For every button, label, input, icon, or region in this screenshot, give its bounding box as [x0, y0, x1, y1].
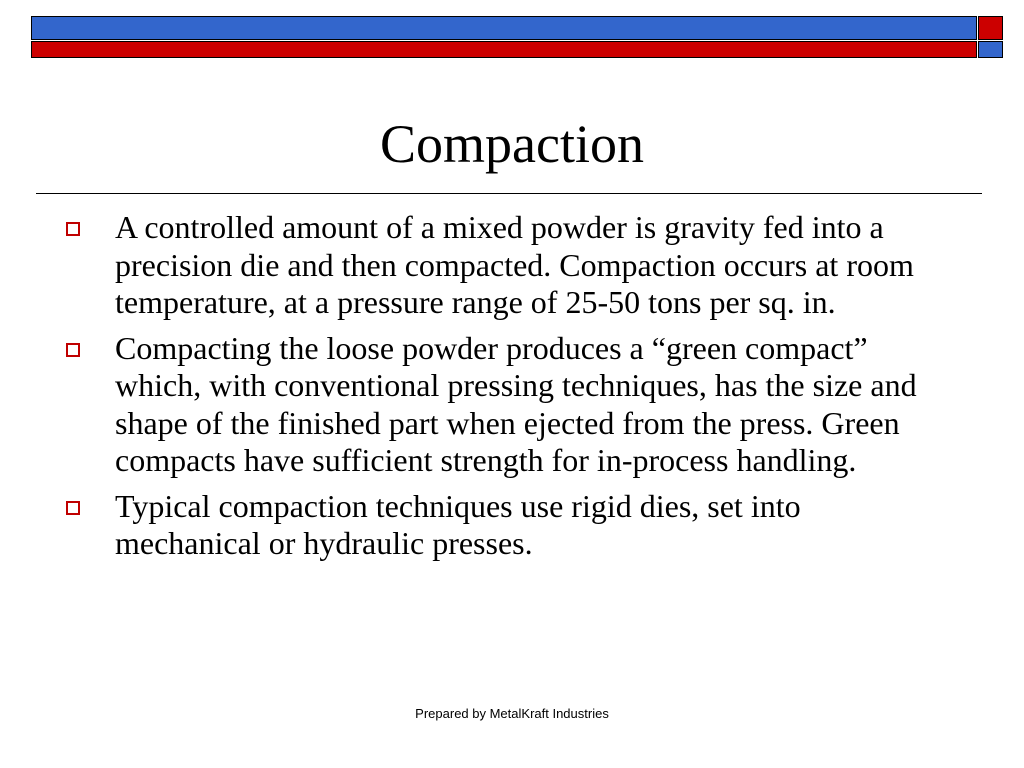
- square-bullet-icon: [66, 222, 80, 236]
- square-bullet-icon: [66, 501, 80, 515]
- title-divider: [36, 193, 982, 194]
- bullet-list: [62, 209, 932, 571]
- slide-footer: Prepared by MetalKraft Industries: [415, 706, 609, 721]
- bullet-item: [62, 209, 932, 322]
- bullet-item: [62, 488, 932, 563]
- bullet-text: A controlled amount of a mixed powder is gravity fed into a precision die and then compacted. Compaction occurs at room temperature, at a pressure range of 25-50 tons per sq. in.: [115, 209, 914, 320]
- bullet-item: [62, 330, 932, 480]
- square-bullet-icon: [66, 343, 80, 357]
- bullet-text: Compacting the loose powder produces a “green compact” which, with conventional pressing techniques, has the size and shape of the finished part when ejected from the press. Green compacts have sufficient strength for in-process handling.: [115, 329, 917, 478]
- header-bar-red: [31, 41, 977, 58]
- bullet-text: Typical compaction techniques use rigid dies, set into mechanical or hydraulic presses.: [115, 487, 801, 561]
- slide-title: Compaction: [380, 114, 644, 174]
- header-corner-blue: [978, 41, 1003, 58]
- header-bar-blue: [31, 16, 977, 40]
- header-corner-red: [978, 16, 1003, 40]
